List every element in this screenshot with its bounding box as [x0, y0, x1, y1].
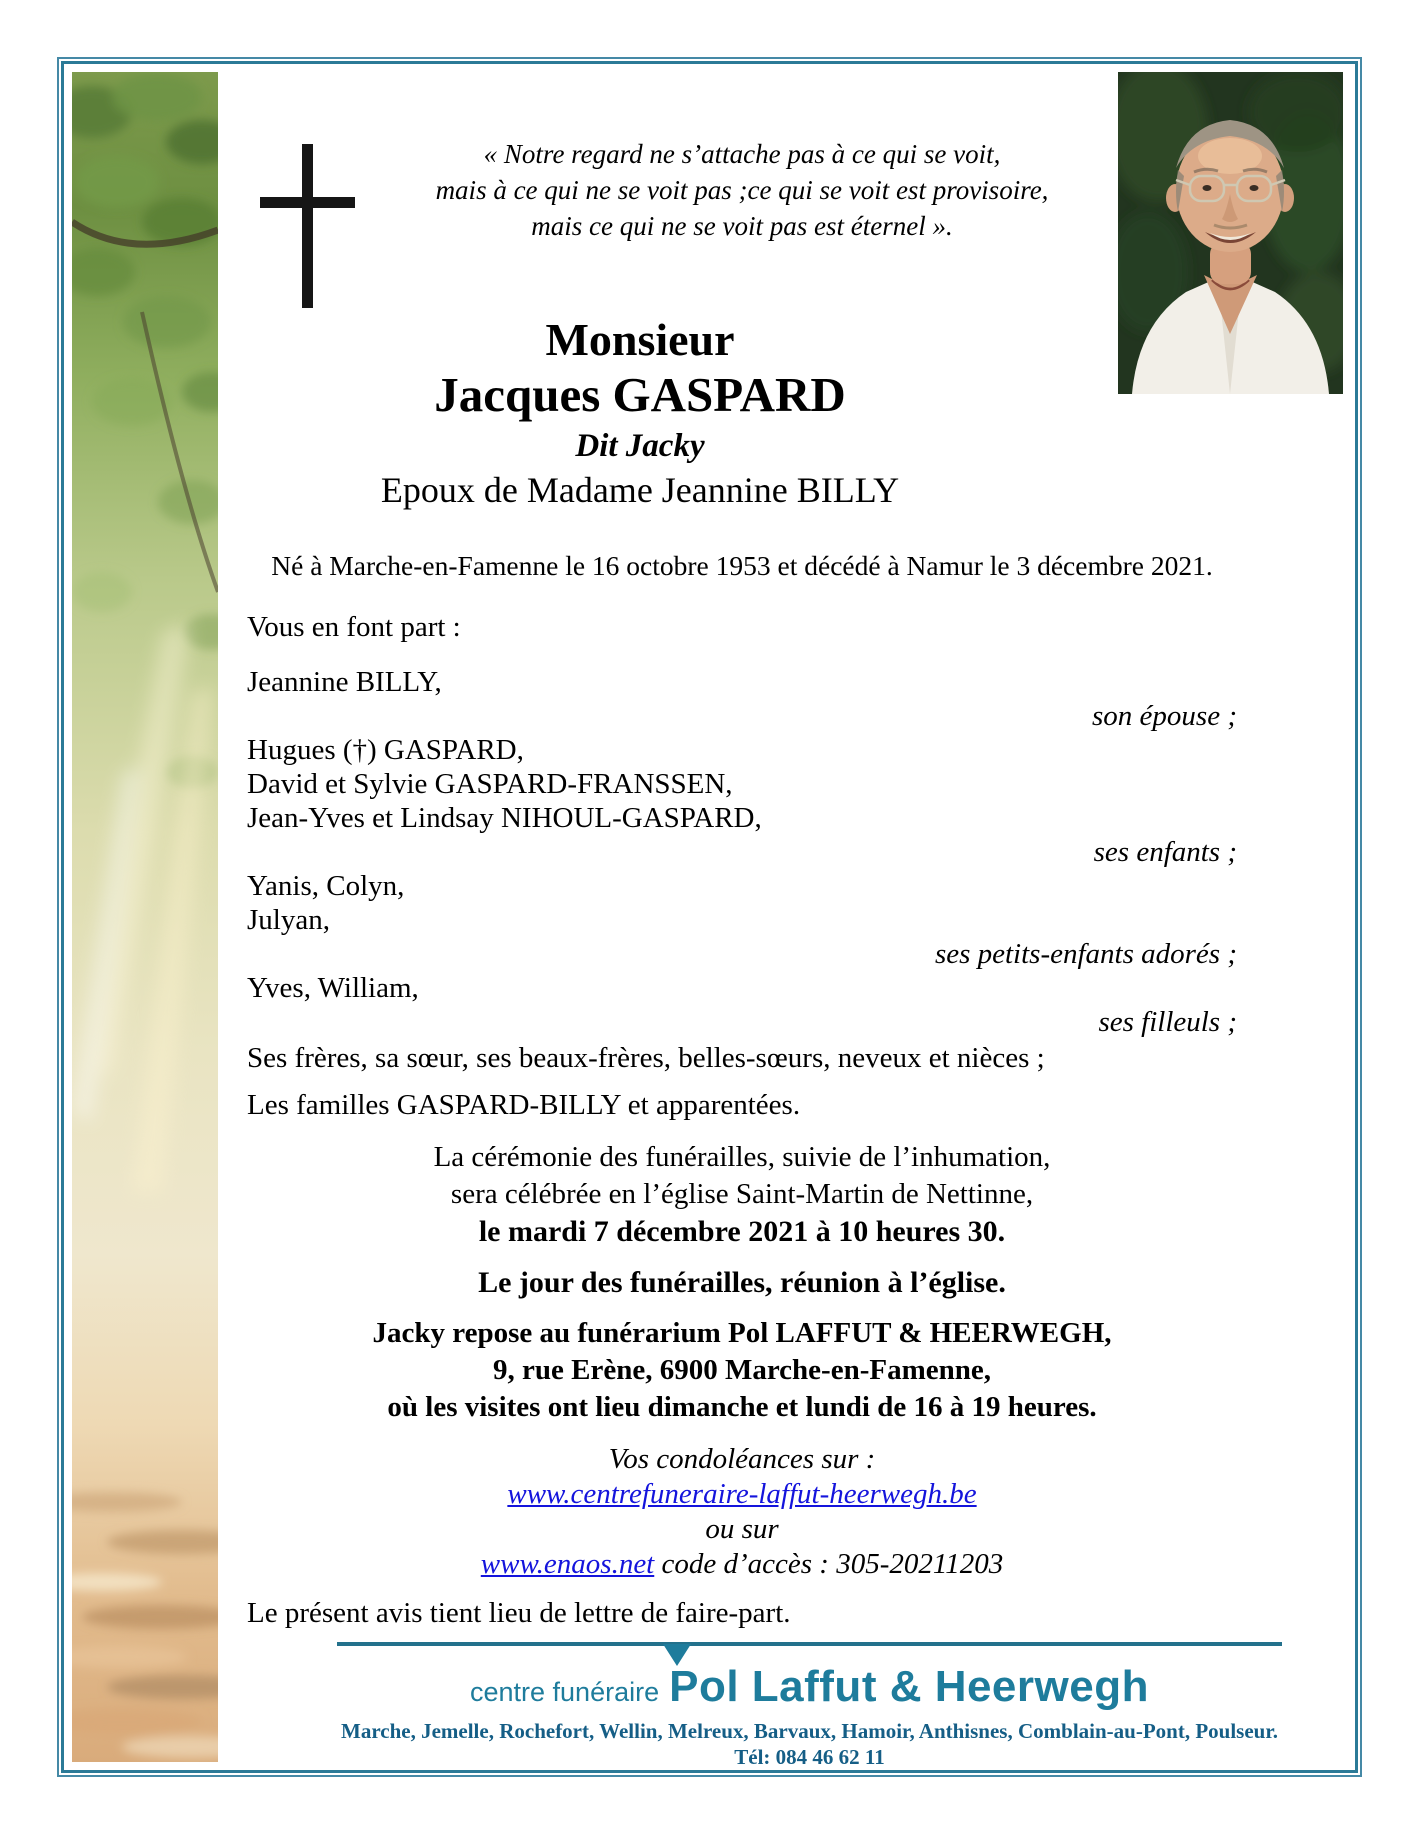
quote-block — [247, 136, 1237, 244]
phone-line: Tél: 084 46 62 11 — [734, 1745, 885, 1769]
relation-label-spouse: son épouse ; — [1092, 700, 1237, 732]
family-name-line: Yanis, Colyn, — [247, 870, 405, 902]
brand-name-text: Pol Laffut & Heerwegh — [669, 1662, 1149, 1711]
funerarium-line-1: Jacky repose au funérarium Pol LAFFUT & HEERWEGH, — [372, 1317, 1112, 1349]
life-dates-line: Né à Marche-en-Famenne le 16 octobre 1953 et décédé à Namur le 3 décembre 2021. — [271, 550, 1213, 581]
family-name-line: Jean-Yves et Lindsay NIHOUL-GASPARD, — [247, 802, 762, 834]
condolences-intro: Vos condoléances sur : — [608, 1443, 876, 1475]
condolences-or-text: ou sur — [705, 1513, 779, 1545]
condolence-website-link[interactable]: www.centrefuneraire-laffut-heerwegh.be — [507, 1478, 977, 1510]
family-name-line: Jeannine BILLY, — [247, 666, 442, 698]
locations-line: Marche, Jemelle, Rochefort, Wellin, Melreux, Barvaux, Hamoir, Anthisnes, Comblain-au-Pont, Poulseur. — [341, 1719, 1278, 1743]
families-line: Les familles GASPARD-BILLY et apparentées. — [247, 1089, 801, 1121]
relation-label-godsons: ses filleuls ; — [1098, 1006, 1237, 1038]
ceremony-line-1: La cérémonie des funérailles, suivie de l’inhumation, — [433, 1141, 1051, 1173]
footer-divider — [337, 1642, 1282, 1646]
relation-label-children: ses enfants ; — [1093, 836, 1237, 868]
family-name-line: Julyan, — [247, 904, 330, 936]
family-list — [247, 665, 1237, 1039]
decorative-outer-frame — [57, 57, 1362, 1777]
relatives-line: Ses frères, sa sœur, ses beaux-frères, belles-sœurs, neveux et nièces ; — [247, 1042, 1045, 1074]
enaos-website-link[interactable]: www.enaos.net — [480, 1548, 655, 1580]
decorative-inner-frame — [61, 61, 1358, 1773]
deceased-title: Monsieur — [545, 314, 735, 365]
main-content — [247, 64, 1237, 1631]
relation-label-grandchildren: ses petits-enfants adorés ; — [934, 938, 1237, 970]
family-name-line: Hugues (†) GASPARD, — [247, 734, 524, 766]
deceased-nickname: Dit Jacky — [575, 428, 705, 464]
forest-path-image — [72, 72, 218, 1762]
funerarium-line-2: 9, rue Erène, 6900 Marche-en-Famenne, — [493, 1354, 991, 1386]
ceremony-line-2: sera célébrée en l’église Saint-Martin de Nettinne, — [450, 1178, 1034, 1210]
logo-triangle-icon — [663, 1644, 691, 1666]
brand-name — [669, 1662, 1149, 1712]
family-name-line: Yves, William, — [247, 972, 419, 1004]
brand-prefix: centre funéraire — [470, 1677, 660, 1707]
access-code-text: code d’accès : 305-20211203 — [654, 1548, 1004, 1580]
funeral-home-logo — [470, 1662, 1149, 1712]
meeting-line: Le jour des funérailles, réunion à l’église. — [478, 1266, 1006, 1299]
notice-line: Le présent avis tient lieu de lettre de faire-part. — [247, 1597, 791, 1629]
funerarium-block — [247, 1315, 1237, 1426]
quote-line-3: mais ce qui ne se voit pas est éternel ». — [531, 211, 953, 241]
quote-line-2: mais à ce qui ne se voit pas ;ce qui se voit est provisoire, — [435, 175, 1049, 205]
deceased-name: Jacques GASPARD — [434, 367, 846, 422]
funerarium-line-3: où les visites ont lieu dimanche et lundi de 16 à 19 heures. — [387, 1391, 1097, 1423]
condolences-block — [247, 1442, 1237, 1582]
ceremony-date-line: le mardi 7 décembre 2021 à 10 heures 30. — [478, 1215, 1006, 1248]
family-name-line: David et Sylvie GASPARD-FRANSSEN, — [247, 768, 733, 800]
ceremony-block — [247, 1139, 1237, 1250]
condolences-enaos-line — [247, 1547, 1237, 1582]
footer — [299, 1642, 1320, 1770]
spouse-line: Epoux de Madame Jeannine BILLY — [380, 470, 900, 510]
deceased-title-block — [247, 314, 1033, 512]
announcement-intro: Vous en font part : — [247, 611, 461, 643]
quote-line-1: « Notre regard ne s’attache pas à ce qui se voit, — [483, 139, 1001, 169]
